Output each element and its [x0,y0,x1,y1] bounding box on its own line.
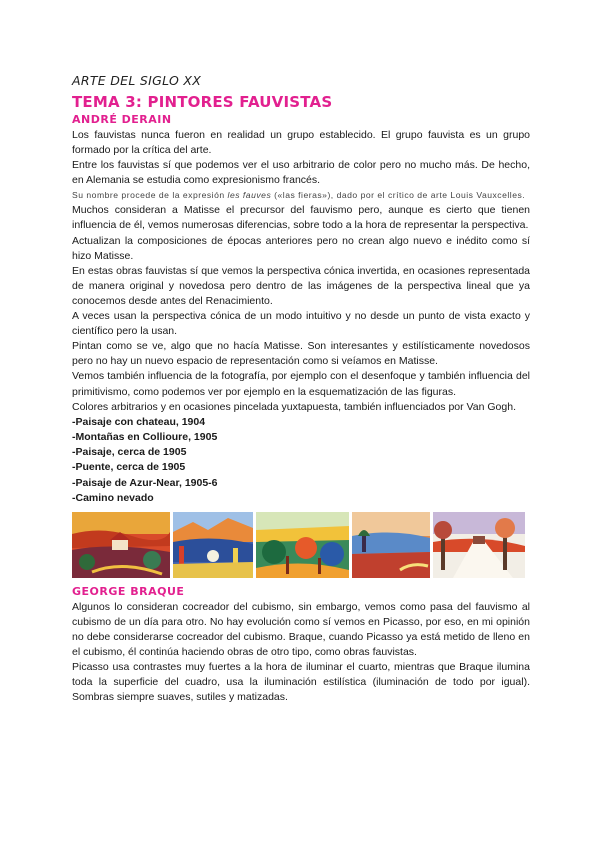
paragraph: Algunos lo consideran cocreador del cubismo, sin embargo, vemos como pasa del fauvismo al cubismo de un día para otro. No hay evolución como sí vemos en Picasso, por eso, en mi opinión no debe considerarse cocreador del cubismo. Braque, cuando Picasso ya está metido de lleno en el cubismo, él continúa haciendo obras de otro tipo, como obras fauvistas. [72,600,530,659]
work-item: -Puente, cerca de 1905 [72,461,186,474]
painting-thumbnail [433,512,525,578]
section-heading-derain: ANDRÉ DERAIN [72,113,172,126]
paragraph: Pintan como se ve, algo que no hacía Matisse. Son interesantes y estilísticamente novedosos pero no hay un nuevo espacio de representación como si veíamos en Matisse. [72,340,530,368]
painting-thumbnail [173,512,253,578]
work-item: -Paisaje, cerca de 1905 [72,446,187,459]
course-title: ARTE DEL SIGLO XX [72,73,202,88]
paragraph: En estas obras fauvistas sí que vemos la perspectiva cónica invertida, en ocasiones representada de manera original y novedosa pero dentro de las imágenes de la perspectiva lineal que ya conocemos desde antes del Renacimiento. [72,264,530,307]
section-heading-braque: GEORGE BRAQUE [72,584,185,598]
work-item: -Paisaje con chateau, 1904 [72,415,206,428]
work-item: -Montañas en Collioure, 1905 [72,430,218,443]
paragraph: Entre los fauvistas sí que podemos ver el uso arbitrario de color pero no mucho más. De hecho, en Alemania se estudia como expresionismo francés. [72,159,530,187]
work-item: -Paisaje de Azur-Near, 1905-6 [72,476,218,489]
paragraph: A veces usan la perspectiva cónica de un modo intuitivo y no desde un punto de vista exacto y científico pero la usan. [72,310,530,338]
painting-thumbnail [352,512,430,578]
footnote-text: («las fieras»), dado por el crítico de arte Louis Vauxcelles. [271,190,526,201]
paragraph: Vemos también influencia de la fotografía, por ejemplo con el desenfoque y también influencia del primitivismo, como podemos ver por ejemplo en la esquematización de las figuras. [72,370,530,398]
works-list [72,415,530,506]
paragraph: Los fauvistas nunca fueron en realidad un grupo establecido. El grupo fauvista es un grupo formado por la crítica del arte. [72,129,530,157]
footnote-text: Su nombre procede de la expresión [72,190,228,201]
paragraph: Picasso usa contrastes muy fuertes a la hora de iluminar el cuarto, mientras que Braque ilumina toda la superficie del cuadro, usa la iluminación estilística (iluminación de todo por igual). Sombras siempre suaves, sutiles y matizadas. [72,661,530,704]
footnote-paragraph [72,188,530,203]
topic-heading: TEMA 3: PINTORES FAUVISTAS [72,93,333,111]
footnote-italic: les fauves [227,190,272,201]
painting-thumbnail [72,512,170,578]
paragraph: Colores arbitrarios y en ocasiones pincelada yuxtapuesta, también influenciados por Van Gogh. [72,400,516,413]
paragraph: Muchos consideran a Matisse el precursor del fauvismo pero, aunque es cierto que tienen influencia de él, vemos numerosas diferencias, sobre todo a la hora de representar la perspectiva. [72,204,530,232]
paintings-gallery [72,512,530,578]
work-item: -Camino nevado [72,491,154,504]
painting-thumbnail [256,512,349,578]
document-content [72,72,530,706]
paragraph: Actualizan la composiciones de épocas anteriores pero no crean algo nuevo e inédito como sí hizo Matisse. [72,234,530,262]
